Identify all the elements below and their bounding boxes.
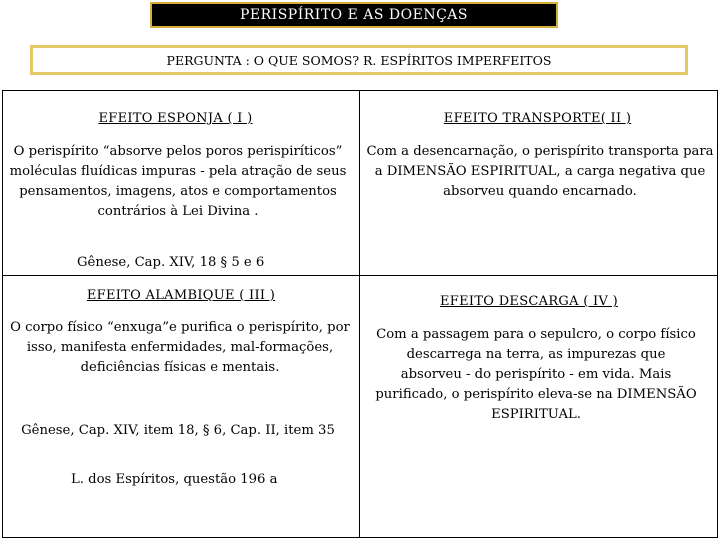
- text-transporte: Com a desencarnação, o perispírito transporta para a DIMENSÃO ESPIRITUAL, a carga negativa que absorveu quando encarnado.: [366, 144, 714, 199]
- question-text: PERGUNTA : O QUE SOMOS? R. ESPÍRITOS IMPERFEITOS: [166, 52, 552, 68]
- ref-alambique-genese: Gênese, Cap. XIV, item 18, § 6, Cap. II, item 35: [21, 423, 335, 438]
- heading-esponja: EFEITO ESPONJA ( I ): [98, 111, 253, 126]
- effects-table: [2, 90, 718, 538]
- question-banner: [30, 45, 688, 75]
- ref-esponja: Gênese, Cap. XIV, 18 § 5 e 6: [77, 255, 265, 270]
- text-descarga: Com a passagem para o sepulcro, o corpo físico descarrega na terra, as impurezas que absorveu - do perispírito - em vida. Mais purificado, o perispírito eleva-se na DIMENSÃO ESPIRITUAL.: [375, 327, 697, 422]
- ref-alambique-livro: L. dos Espíritos, questão 196 a: [71, 472, 278, 487]
- cell-descarga: [360, 276, 717, 537]
- text-esponja: O perispírito “absorve pelos poros perispiríticos” moléculas fluídicas impuras - pela atração de seus pensamentos, imagens, atos e comportamentos contrários à Lei Divina .: [9, 144, 347, 219]
- slide-title-banner: [150, 2, 558, 28]
- slide-title: PERISPÍRITO E AS DOENÇAS: [240, 7, 468, 23]
- cell-esponja: [3, 91, 359, 275]
- text-alambique: O corpo físico “enxuga”e purifica o perispírito, por isso, manifesta enfermidades, mal-formações, deficiências físicas e mentais.: [10, 320, 350, 375]
- heading-alambique: EFEITO ALAMBIQUE ( III ): [86, 288, 276, 303]
- heading-transporte: EFEITO TRANSPORTE( II ): [443, 111, 632, 126]
- heading-descarga: EFEITO DESCARGA ( IV ): [440, 294, 618, 309]
- cell-transporte: [360, 91, 717, 275]
- cell-alambique: [3, 276, 359, 537]
